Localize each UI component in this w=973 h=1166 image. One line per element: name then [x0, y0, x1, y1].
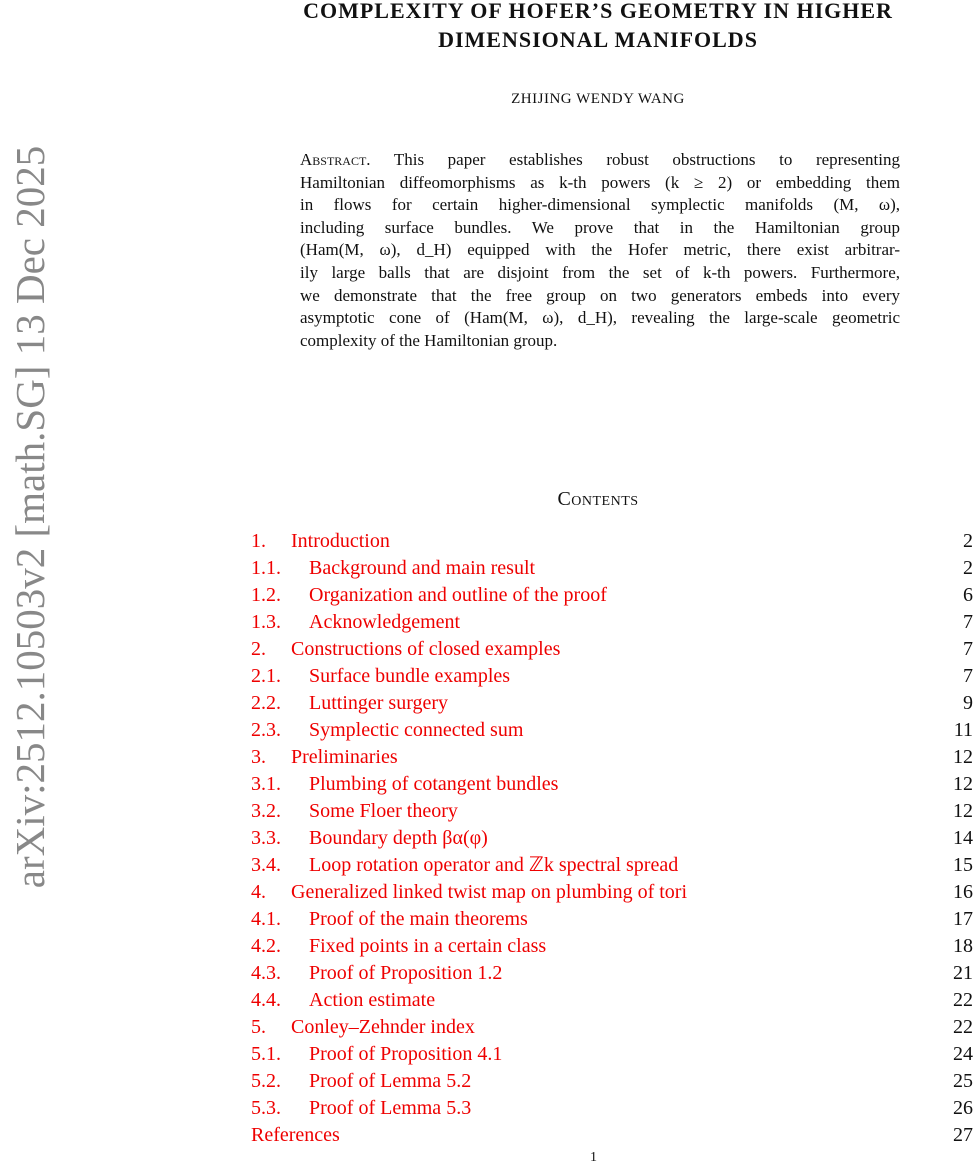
- toc-entry[interactable]: [251, 636, 973, 663]
- abstract-text: complexity of the Hamiltonian group.: [300, 330, 558, 350]
- toc-link[interactable]: Proof of Proposition 1.2: [309, 962, 503, 984]
- toc-number[interactable]: 4.1.: [251, 908, 281, 930]
- toc-link[interactable]: Proof of Lemma 5.2: [309, 1070, 472, 1092]
- toc-number[interactable]: 4.3.: [251, 962, 281, 984]
- author: ZHIJING WENDY WANG: [511, 91, 685, 107]
- toc-number[interactable]: 1.: [251, 530, 266, 552]
- toc-page: 12: [953, 746, 973, 768]
- toc-number[interactable]: 3.: [251, 746, 266, 768]
- toc-number[interactable]: 1.2.: [251, 584, 281, 606]
- toc-link[interactable]: References: [251, 1124, 340, 1146]
- toc-entry[interactable]: [251, 798, 973, 825]
- toc-entry[interactable]: [251, 744, 973, 771]
- abstract-line: [300, 172, 900, 195]
- toc-number[interactable]: 2.1.: [251, 665, 281, 687]
- toc-number[interactable]: 1.3.: [251, 611, 281, 633]
- toc-page: 26: [953, 1097, 973, 1119]
- toc-number[interactable]: 3.1.: [251, 773, 281, 795]
- toc-page: 22: [953, 989, 973, 1011]
- toc-number[interactable]: 3.2.: [251, 800, 281, 822]
- toc-page: 18: [953, 935, 973, 957]
- toc-number[interactable]: 2.: [251, 638, 266, 660]
- toc-number[interactable]: 3.4.: [251, 854, 281, 876]
- toc-entry[interactable]: [251, 771, 973, 798]
- toc-link[interactable]: Conley–Zehnder index: [291, 1016, 475, 1038]
- toc-number[interactable]: 3.3.: [251, 827, 281, 849]
- toc-page: 22: [953, 1016, 973, 1038]
- toc-page: 12: [953, 773, 973, 795]
- toc-entry[interactable]: [251, 1122, 973, 1149]
- toc-entry[interactable]: [251, 555, 973, 582]
- toc-page: 6: [963, 584, 973, 606]
- toc-page: 15: [953, 854, 973, 876]
- abstract-text: including surface bundles. We prove that in the Hamiltonian group: [300, 217, 900, 237]
- toc-entry[interactable]: [251, 825, 973, 852]
- toc-page: 2: [963, 557, 973, 579]
- contents-heading: Contents: [557, 488, 639, 510]
- abstract-line: [300, 307, 900, 330]
- abstract-heading: Abstract.: [300, 150, 371, 169]
- abstract-line: [300, 149, 900, 172]
- toc-entry[interactable]: [251, 960, 973, 987]
- toc-entry[interactable]: [251, 906, 973, 933]
- abstract-text: (Ham(M, ω), d_H) equipped with the Hofer metric, there exist arbitrar-: [300, 240, 900, 260]
- abstract-line: [300, 262, 900, 285]
- toc-link[interactable]: Organization and outline of the proof: [309, 584, 607, 606]
- page-number: 1: [590, 1150, 597, 1165]
- arxiv-identifier: arXiv:2512.10503v2 [math.SG] 13 Dec 2025: [7, 145, 53, 889]
- toc-link[interactable]: Proof of Proposition 4.1: [309, 1043, 503, 1065]
- toc-number[interactable]: 5.1.: [251, 1043, 281, 1065]
- abstract-text: asymptotic cone of (Ham(M, ω), d_H), revealing the large-scale geometric: [300, 308, 900, 328]
- toc-number[interactable]: 5.: [251, 1016, 266, 1038]
- abstract-text: This paper establishes robust obstructions to representing: [370, 150, 900, 169]
- toc-link[interactable]: Luttinger surgery: [309, 692, 449, 714]
- toc-page: 7: [963, 638, 973, 660]
- abstract-line: [300, 239, 900, 262]
- toc-entry[interactable]: [251, 852, 973, 879]
- toc-page: 27: [953, 1124, 973, 1146]
- toc-link[interactable]: Boundary depth βα(φ): [309, 827, 488, 849]
- toc-link[interactable]: Generalized linked twist map on plumbing of tori: [291, 881, 688, 903]
- toc-entry[interactable]: [251, 879, 973, 906]
- toc-link[interactable]: Loop rotation operator and ℤk spectral spread: [309, 854, 679, 876]
- toc-link[interactable]: Acknowledgement: [309, 611, 461, 633]
- toc-entry[interactable]: [251, 933, 973, 960]
- toc-number[interactable]: 1.1.: [251, 557, 281, 579]
- toc-page: 11: [953, 719, 973, 741]
- toc-link[interactable]: Constructions of closed examples: [291, 638, 561, 660]
- paper-title: [230, 0, 966, 54]
- toc-link[interactable]: Background and main result: [309, 557, 536, 579]
- toc-entry[interactable]: [251, 1095, 973, 1122]
- abstract-text: in flows for certain higher-dimensional symplectic manifolds (M, ω),: [300, 195, 900, 215]
- toc-entry[interactable]: [251, 609, 973, 636]
- toc-page: 24: [953, 1043, 973, 1065]
- toc-page: 25: [953, 1070, 973, 1092]
- toc-link[interactable]: Symplectic connected sum: [309, 719, 524, 741]
- abstract-text: we demonstrate that the free group on two generators embeds into every: [300, 285, 900, 305]
- abstract-line: [300, 285, 900, 308]
- toc-entry[interactable]: [251, 1014, 973, 1041]
- abstract: [300, 149, 900, 352]
- toc-entry[interactable]: [251, 1041, 973, 1068]
- toc-link[interactable]: Surface bundle examples: [309, 665, 511, 687]
- toc-entry[interactable]: [251, 987, 973, 1014]
- toc-entry[interactable]: [251, 582, 973, 609]
- toc-page: 16: [953, 881, 973, 903]
- toc-link[interactable]: Action estimate: [309, 989, 436, 1011]
- toc-page: 7: [963, 611, 973, 633]
- abstract-line: [300, 194, 900, 217]
- toc-page: 21: [953, 962, 973, 984]
- toc-entry[interactable]: [251, 528, 973, 555]
- toc-number[interactable]: 5.2.: [251, 1070, 281, 1092]
- toc-number[interactable]: 4.4.: [251, 989, 281, 1011]
- toc-number[interactable]: 4.: [251, 881, 266, 903]
- toc-link[interactable]: Introduction: [291, 530, 390, 552]
- toc-link[interactable]: Preliminaries: [291, 746, 398, 768]
- toc-entry[interactable]: [251, 690, 973, 717]
- table-of-contents: [251, 528, 973, 1149]
- abstract-text: ily large balls that are disjoint from the set of k-th powers. Furthermore,: [300, 262, 900, 282]
- title-line-1: COMPLEXITY OF HOFER’S GEOMETRY IN HIGHER: [303, 0, 893, 23]
- toc-link[interactable]: Some Floer theory: [309, 800, 458, 822]
- toc-page: 9: [963, 692, 973, 714]
- toc-number[interactable]: 2.3.: [251, 719, 281, 741]
- toc-link[interactable]: Fixed points in a certain class: [309, 935, 547, 957]
- toc-page: 12: [953, 800, 973, 822]
- toc-link[interactable]: Proof of Lemma 5.3: [309, 1097, 472, 1119]
- toc-entry[interactable]: [251, 717, 973, 744]
- toc-page: 17: [953, 908, 973, 930]
- abstract-line: [300, 330, 900, 353]
- abstract-line: [300, 217, 900, 240]
- toc-link[interactable]: Proof of the main theorems: [309, 908, 528, 930]
- toc-entry[interactable]: [251, 663, 973, 690]
- abstract-text: Hamiltonian diffeomorphisms as k-th powers (k ≥ 2) or embedding them: [300, 172, 900, 192]
- toc-number[interactable]: 4.2.: [251, 935, 281, 957]
- toc-number[interactable]: 2.2.: [251, 692, 281, 714]
- toc-entry[interactable]: [251, 1068, 973, 1095]
- toc-link[interactable]: Plumbing of cotangent bundles: [309, 773, 559, 795]
- toc-page: 14: [953, 827, 973, 849]
- toc-page: 2: [963, 530, 973, 552]
- toc-number[interactable]: 5.3.: [251, 1097, 281, 1119]
- title-line-2: DIMENSIONAL MANIFOLDS: [438, 27, 758, 52]
- toc-page: 7: [963, 665, 973, 687]
